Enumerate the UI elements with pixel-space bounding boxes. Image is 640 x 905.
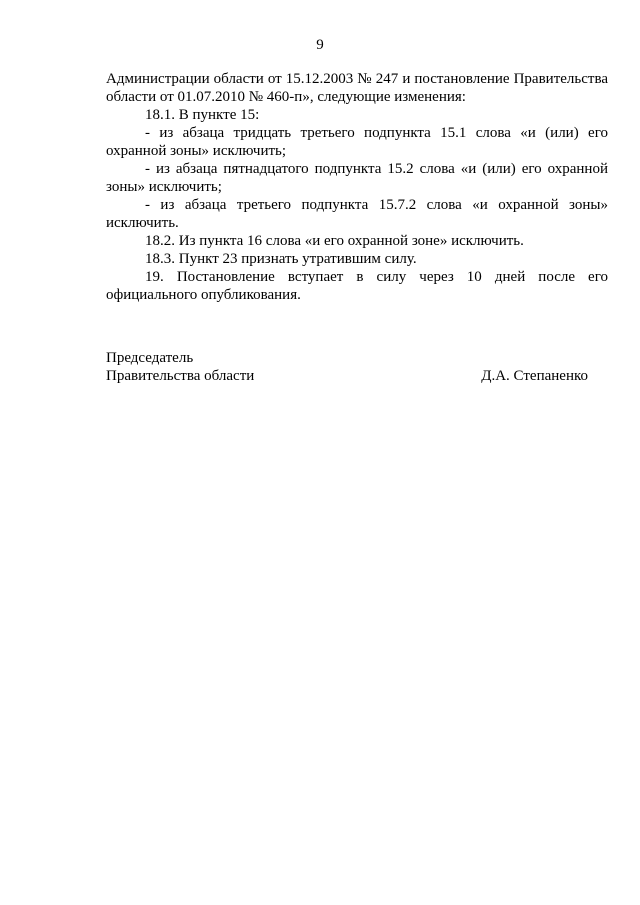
paragraph-18-1-item-3: - из абзаца третьего подпункта 15.7.2 слова «и охранной зоны» исключить.	[106, 197, 608, 231]
page-number: 9	[316, 37, 324, 53]
signatory-title-line2: Правительства области	[106, 368, 255, 384]
signatory-title-line1: Председатель	[106, 350, 194, 366]
paragraph-18-1: 18.1. В пункте 15:	[145, 107, 260, 123]
paragraph-18-2: 18.2. Из пункта 16 слова «и его охранной зоне» исключить.	[145, 233, 524, 249]
paragraph-intro: Администрации области от 15.12.2003 № 247 и постановление Правительства области от 01.07.2010 № 460-п», следующие изменения:	[106, 71, 608, 105]
document-body	[106, 70, 608, 304]
signature-block	[106, 349, 588, 385]
paragraph-19: 19. Постановление вступает в силу через 10 дней после его официального опубликования.	[106, 269, 608, 303]
paragraph-18-1-item-1: - из абзаца тридцать третьего подпункта 15.1 слова «и (или) его охранной зоны» исключить;	[106, 125, 608, 159]
signatory-name: Д.А. Степаненко	[481, 368, 588, 384]
paragraph-18-3: 18.3. Пункт 23 признать утратившим силу.	[145, 251, 417, 267]
signature-row	[106, 367, 588, 385]
paragraph-18-1-item-2: - из абзаца пятнадцатого подпункта 15.2 слова «и (или) его охранной зоны» исключить;	[106, 161, 608, 195]
